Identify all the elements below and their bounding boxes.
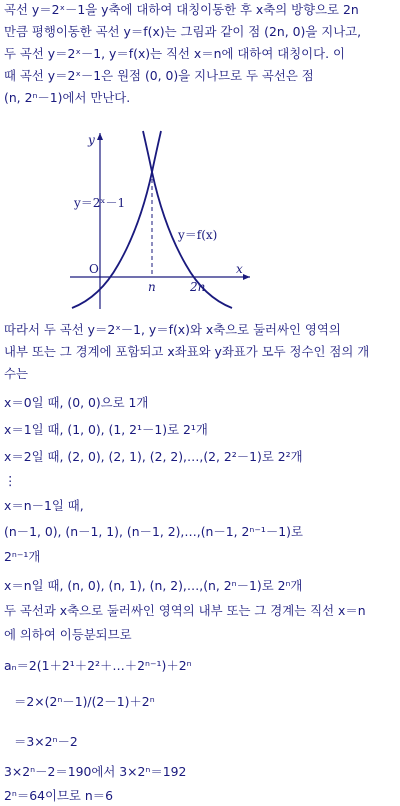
curve-f (143, 131, 232, 308)
intro-line-3: 두 곡선 y＝2ˣ－1, y＝f(x)는 직선 x＝n에 대하여 대칭이다. 이 (4, 46, 345, 61)
x-axis-arrow (243, 274, 250, 280)
case-x-n: x＝n일 때, (n, 0), (n, 1), (n, 2),…,(n, 2ⁿ－1)로 2ⁿ개 (4, 578, 303, 593)
tick-label-n: n (148, 280, 156, 294)
intro-line-4: 때 곡선 y＝2ˣ－1은 원점 (0, 0)을 지나므로 두 곡선은 점 (4, 68, 314, 83)
case-x-2: x＝2일 때, (2, 0), (2, 1), (2, 2),…,(2, 2²－1)로 2²개 (4, 449, 303, 464)
equation-fraction: ＝2×(2ⁿ－1)/(2－1)＋2ⁿ (14, 694, 155, 709)
body-line-1: 따라서 두 곡선 y＝2ˣ－1, y＝f(x)와 x축으로 둘러싸인 영역의 (4, 322, 341, 337)
body-line-2: 내부 또는 그 경계에 포함되고 x좌표와 y좌표가 모두 정수인 점의 개 (4, 344, 370, 359)
case-x-n-minus-1: x＝n－1일 때, (4, 498, 84, 513)
vertical-ellipsis: ⋮ (4, 473, 17, 488)
curves-graph (60, 125, 260, 315)
y-axis-label: y (88, 133, 95, 147)
equation-simplified: ＝3×2ⁿ－2 (14, 734, 78, 749)
equation-result: 2ⁿ＝64이므로 n＝6 (4, 788, 113, 803)
intro-line-1: 곡선 y＝2ˣ－1을 y축에 대하여 대칭이동한 후 x축의 방향으로 2n (4, 2, 359, 17)
origin-label: O (89, 262, 99, 276)
intro-line-2: 만큼 평행이동한 곡선 y＝f(x)는 그림과 같이 점 (2n, 0)을 지나고, (4, 24, 362, 39)
body-line-3: 수는 (4, 366, 28, 381)
tick-label-2n: 2n (190, 280, 206, 294)
case-x-n-minus-1-points: (n－1, 0), (n－1, 1), (n－1, 2),…,(n－1, 2ⁿ⁻¹－1)로 (4, 524, 303, 539)
equation-solve: 3×2ⁿ－2＝190에서 3×2ⁿ＝192 (4, 764, 187, 779)
symmetry-line-2: 에 의하여 이등분되므로 (4, 627, 132, 642)
symmetry-line-1: 두 곡선과 x축으로 둘러싸인 영역의 내부 또는 그 경계는 직선 x＝n (4, 603, 366, 618)
y-axis-arrow (97, 133, 103, 140)
intro-line-5: (n, 2ⁿ－1)에서 만난다. (4, 90, 131, 105)
case-x-0: x＝0일 때, (0, 0)으로 1개 (4, 395, 149, 410)
case-x-1: x＝1일 때, (1, 0), (1, 2¹－1)로 2¹개 (4, 422, 208, 437)
equation-an: aₙ＝2(1＋2¹＋2²＋…＋2ⁿ⁻¹)＋2ⁿ (4, 658, 192, 673)
x-axis-label: x (236, 262, 243, 276)
curve-left-label: y＝2ˣ－1 (74, 196, 126, 210)
curve-right-label: y＝f(x) (178, 228, 218, 242)
case-x-n-minus-1-count: 2ⁿ⁻¹개 (4, 549, 41, 564)
